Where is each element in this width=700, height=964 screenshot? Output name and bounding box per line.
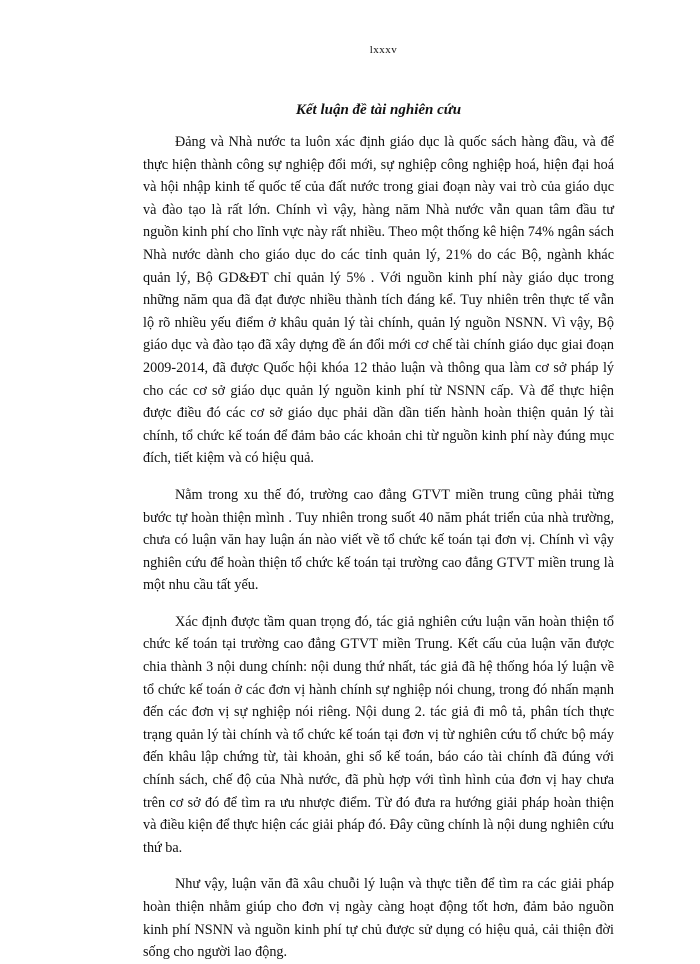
paragraph: Xác định được tầm quan trọng đó, tác giả nghiên cứu luận văn hoàn thiện tổ chức kế toán tại trường cao đẳng GTVT miền Trung. Kết cấu của luận văn được chia thành 3 nội dung chính: nội dung thứ nhất, tác giả đã hệ thống hóa lý luận về tổ chức kế toán ở các đơn vị hành chính sự nghiệp nói chung, trong đó nhấn mạnh đến các đơn vị sự nghiệp nói riêng. Nội dung 2. tác giả đi mô tả, phân tích thực trạng quản lý tài chính và tổ chức kế toán tại đơn vị từ nghiên cứu tổ chức bộ máy đến khâu lập chứng từ, tài khoản, ghi sổ kế toán, báo cáo tài chính đã đúng với chính sách, chế độ của Nhà nước, đã phù hợp với tình hình của đơn vị hay chưa trên cơ sở đó để tìm ra ưu nhược điểm. Từ đó đưa ra hướng giải pháp hoàn thiện và điều kiện để thực hiện các giải pháp đó. Đây cũng chính là nội dung nghiên cứu thứ ba.: [143, 613, 614, 856]
page-title: Kết luận đề tài nghiên cứu: [295, 102, 462, 118]
paragraph: Như vậy, luận văn đã xâu chuỗi lý luận và thực tiễn để tìm ra các giải pháp hoàn thiện nhằm giúp cho đơn vị ngày càng hoạt động tốt hơn, đảm bảo nguồn kinh phí NSNN và nguồn kinh phí tự chủ được sử dụng có hiệu quả, cải thiện đời sống cho người lao động.: [143, 876, 614, 961]
paragraph: Đảng và Nhà nước ta luôn xác định giáo dục là quốc sách hàng đầu, và để thực hiện thành công sự nghiệp đổi mới, sự nghiệp công nghiệp hoá, hiện đại hoá và hội nhập kinh tế quốc tế của đất nước trong giai đoạn này vai trò của giáo dục và đào tạo là rất lớn. Chính vì vậy, hàng năm Nhà nước vẫn quan tâm đầu tư nguồn kinh phí cho lĩnh vực này rất nhiều. Theo một thống kê hiện 74% ngân sách Nhà nước dành cho giáo dục do các tỉnh quản lý, 21% do các Bộ, ngành khác quản lý, Bộ GD&ĐT chỉ quản lý 5% . Với nguồn kinh phí này giáo dục trong những năm qua đã đạt được nhiều thành tích đáng kể. Tuy nhiên trên thực tế vẫn lộ rõ nhiều yếu điểm ở khâu quản lý tài chính, quản lý nguồn NSNN. Vì vậy, Bộ giáo dục và đào tạo đã xây dựng đề án đổi mới cơ chế tài chính giáo dục giai đoạn 2009-2014, đã được Quốc hội khóa 12 thảo luận và thông qua làm cơ sở pháp lý cho các cơ sở giáo dục quản lý nguồn kinh phí từ NSNN cấp. Và để thực hiện được điều đó các cơ sở giáo dục phải dần dần tiến hành hoàn thiện quản lý tài chính, tổ chức kế toán để đảm bảo các khoản chi từ nguồn kinh phí này đúng mục đích, tiết kiệm và có hiệu quả.: [143, 134, 614, 467]
page-number: lxxxv: [369, 44, 398, 56]
paragraph: Nằm trong xu thế đó, trường cao đẳng GTVT miền trung cũng phải từng bước tự hoàn thiện mình . Tuy nhiên trong suốt 40 năm phát triển của nhà trường, chưa có luận văn hay luận án nào viết về tổ chức kế toán tại đơn vị. Chính vì vậy nghiên cứu để hoàn thiện tổ chức kế toán tại trường cao đẳng GTVT miền trung là một nhu cầu tất yếu.: [143, 486, 614, 594]
